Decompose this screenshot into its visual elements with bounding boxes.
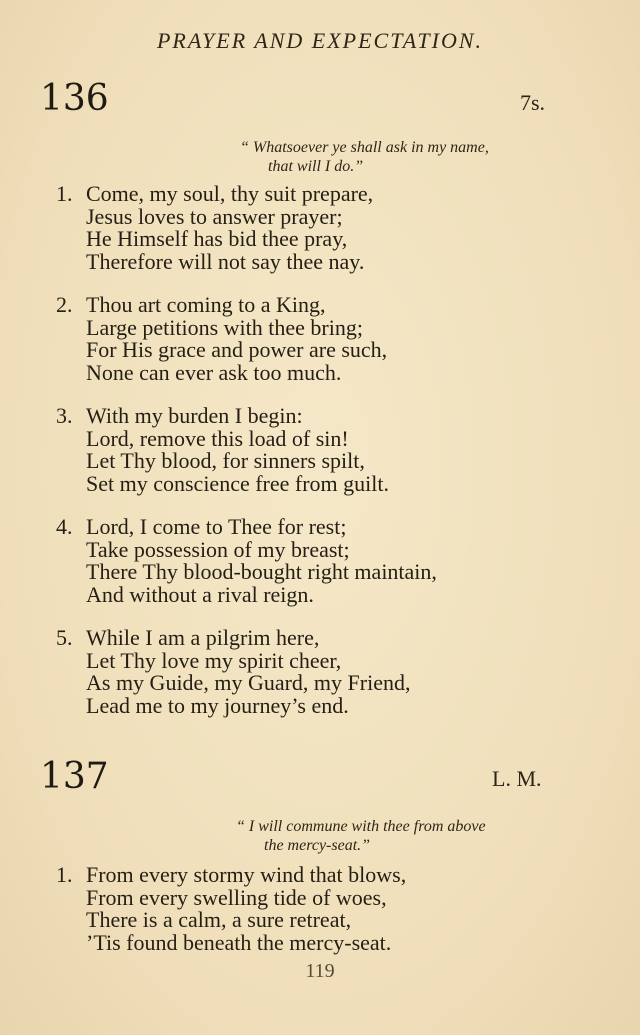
verse-line: Let Thy love my spirit cheer,	[86, 647, 342, 673]
verse-line: As my Guide, my Guard, my Friend,	[86, 670, 411, 695]
verse-line: Lead me to my journey’s end.	[86, 692, 349, 718]
verse-line: Come, my soul, thy suit prepare,	[86, 181, 374, 206]
verse-line: From every swelling tide of woes,	[86, 884, 387, 910]
verse-number: 2.	[56, 292, 73, 317]
verse-line: Therefore will not say thee nay.	[86, 248, 365, 274]
verse-line: Jesus loves to answer prayer;	[86, 203, 343, 229]
verse-line: There is a calm, a sure retreat,	[86, 907, 352, 932]
verse-line: Let Thy blood, for sinners spilt,	[86, 448, 365, 473]
verse-line: With my burden I begin:	[86, 403, 303, 428]
hymn-number: 137	[40, 756, 109, 797]
verse-number: 3.	[56, 403, 73, 428]
verse-line: And without a rival reign.	[86, 581, 314, 607]
verse	[56, 864, 406, 954]
verse-line: Set my conscience free from guilt.	[86, 470, 390, 496]
hymn-meter: L. M.	[492, 766, 542, 791]
verse-line: ’Tis found beneath the mercy-seat.	[86, 929, 392, 955]
hymn-epigraph	[236, 817, 486, 855]
verse-line: There Thy blood-bought right maintain,	[86, 559, 437, 584]
epigraph-line: the mercy-seat.”	[264, 837, 371, 854]
verse	[56, 627, 410, 717]
verse-line: Lord, remove this load of sin!	[86, 425, 349, 451]
verse	[56, 294, 387, 384]
hymn-meter: 7s.	[520, 90, 546, 115]
epigraph-line: that will I do.”	[268, 158, 364, 175]
verse-number: 1.	[56, 862, 73, 887]
verse-number: 4.	[56, 514, 73, 539]
verse-line: Thou art coming to a King,	[86, 292, 326, 317]
verse-line: While I am a pilgrim here,	[86, 625, 320, 650]
hymn-epigraph	[240, 138, 489, 176]
verse-number: 1.	[56, 181, 73, 206]
epigraph-line: “ I will commune with thee from above	[236, 818, 486, 835]
page-number: 119	[305, 960, 335, 982]
verse-line: He Himself has bid thee pray,	[86, 226, 348, 251]
verse-line: Lord, I come to Thee for rest;	[86, 514, 347, 539]
epigraph-line: “ Whatsoever ye shall ask in my name,	[240, 139, 489, 156]
verse	[56, 405, 389, 495]
verse-line: For His grace and power are such,	[86, 337, 388, 362]
verse-line: Large petitions with thee bring;	[86, 314, 363, 340]
verse	[56, 516, 437, 606]
verse-line: None can ever ask too much.	[86, 359, 342, 385]
verse-number: 5.	[56, 625, 73, 650]
hymn-number: 136	[40, 78, 109, 119]
verse	[56, 183, 373, 273]
verse-line: Take possession of my breast;	[86, 536, 350, 562]
running-head: PRAYER AND EXPECTATION.	[156, 28, 484, 53]
verse-line: From every stormy wind that blows,	[86, 862, 407, 887]
